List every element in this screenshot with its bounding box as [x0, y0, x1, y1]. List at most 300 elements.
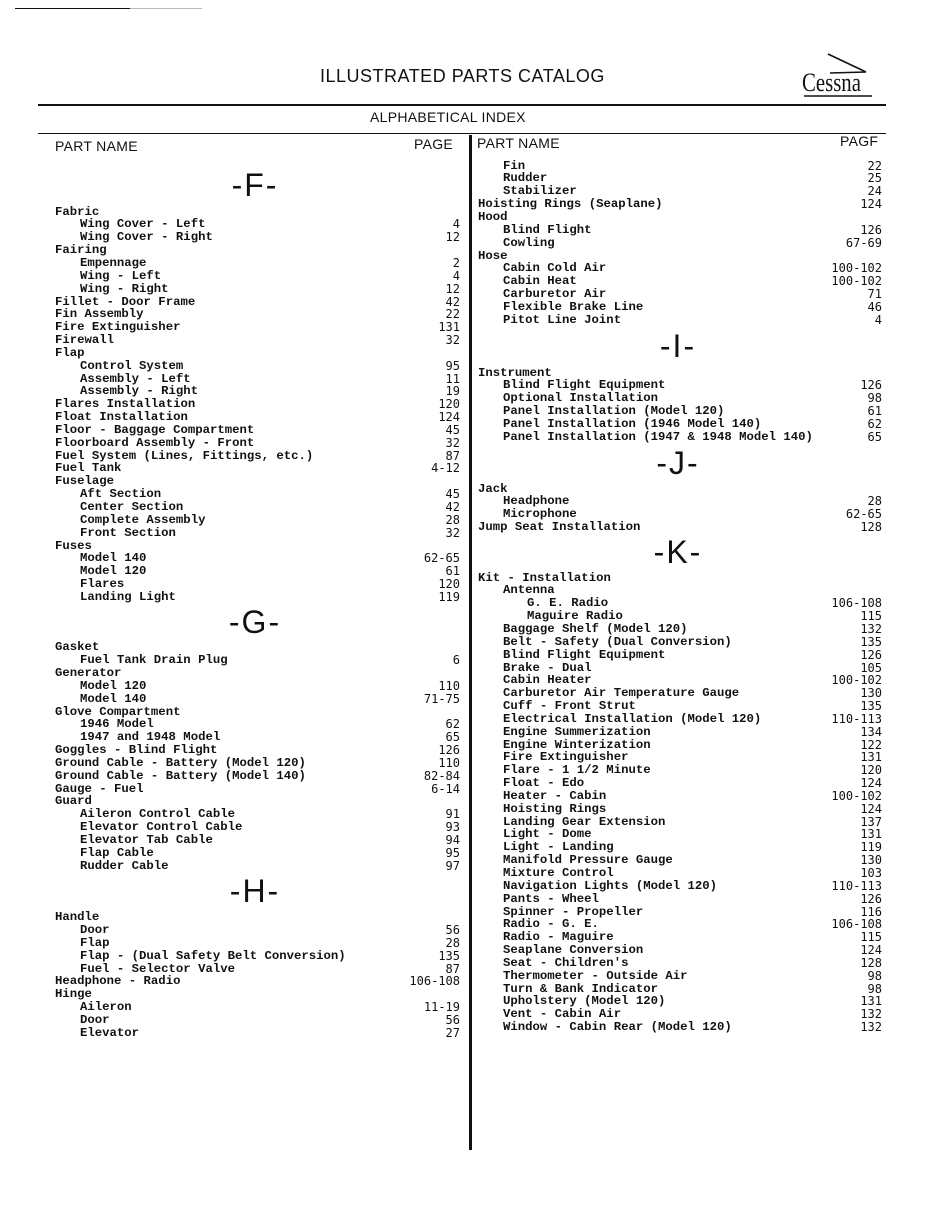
- part-name: Empennage: [80, 255, 147, 270]
- index-entry: [55, 283, 460, 296]
- left-part-name-header: PART NAME: [55, 138, 138, 154]
- page-number: 27: [445, 1025, 460, 1040]
- part-name: Gauge - Fuel: [55, 781, 144, 796]
- scan-mark-line: [15, 8, 130, 9]
- page-number: 62-65: [845, 507, 882, 522]
- part-name: Control System: [80, 358, 184, 373]
- part-name: Baggage Shelf (Model 120): [503, 621, 688, 636]
- part-name: Navigation Lights (Model 120): [503, 878, 718, 893]
- index-entry: [55, 680, 460, 693]
- part-name: Antenna: [503, 583, 555, 598]
- index-entry: [478, 970, 882, 983]
- index-entry: [478, 944, 882, 957]
- page-number: 124: [860, 197, 882, 212]
- left-page-header: PAGE: [414, 136, 454, 152]
- page-number: 46: [867, 299, 882, 314]
- index-group-heading: [55, 347, 460, 360]
- part-name: Cabin Heater: [503, 673, 592, 688]
- index-entry: [55, 1014, 460, 1027]
- letter-heading-h: -H-: [229, 873, 281, 910]
- index-entry: [478, 649, 882, 662]
- index-entry: [478, 288, 882, 301]
- index-entry: [55, 860, 460, 873]
- index-entry: [478, 301, 882, 314]
- page-number: 95: [445, 845, 460, 860]
- part-name: Fuselage: [55, 474, 115, 489]
- page-number: 98: [867, 391, 882, 406]
- index-entry: [55, 411, 460, 424]
- letter-heading-i: -I-: [659, 328, 697, 365]
- part-name: Wing - Left: [80, 268, 162, 283]
- part-name: Generator: [55, 666, 122, 681]
- part-name: Gasket: [55, 640, 100, 655]
- part-name: Landing Light: [80, 589, 176, 604]
- scan-mark-line-faint: [130, 8, 202, 9]
- part-name: Optional Installation: [503, 391, 658, 406]
- part-name: Pitot Line Joint: [503, 312, 622, 327]
- part-name: Carburetor Air Temperature Gauge: [503, 686, 740, 701]
- part-name: Heater - Cabin: [503, 788, 607, 803]
- part-name: Manifold Pressure Gauge: [503, 853, 673, 868]
- page-number: 62: [445, 717, 460, 732]
- part-name: Flap: [55, 345, 85, 360]
- part-name: Window - Cabin Rear (Model 120): [503, 1020, 732, 1035]
- part-name: Upholstery (Model 120): [503, 994, 666, 1009]
- page-number: 61: [867, 404, 882, 419]
- page-number: 131: [860, 994, 882, 1009]
- page-number: 105: [860, 660, 882, 675]
- page-number: 100-102: [831, 673, 882, 688]
- header-rule: [38, 104, 886, 106]
- page-number: 116: [860, 904, 882, 919]
- letter-heading-f: -F-: [231, 166, 279, 203]
- part-name: Flare - 1 1/2 Minute: [503, 763, 651, 778]
- index-entry: [55, 257, 460, 270]
- part-name: Cabin Heat: [503, 274, 577, 289]
- index-entry: [478, 636, 882, 649]
- part-name: Fabric: [55, 204, 100, 219]
- part-name: Model 140: [80, 551, 147, 566]
- part-name: Flares: [80, 577, 125, 592]
- page-number: 135: [438, 948, 460, 963]
- part-name: Floor - Baggage Compartment: [55, 422, 255, 437]
- part-name: Model 140: [80, 691, 147, 706]
- part-name: Guard: [55, 794, 92, 809]
- part-name: Wing - Right: [80, 281, 169, 296]
- page-number: 110-113: [831, 878, 882, 893]
- index-entry: [55, 1001, 460, 1014]
- page-number: 137: [860, 814, 882, 829]
- part-name: Fuel - Selector Valve: [80, 961, 235, 976]
- page-number: 87: [445, 961, 460, 976]
- part-name: Panel Installation (1946 Model 140): [503, 416, 762, 431]
- page-number: 2: [452, 255, 460, 270]
- page-number: 124: [860, 943, 882, 958]
- index-entry: [478, 713, 882, 726]
- page-number: 28: [445, 935, 460, 950]
- part-name: Model 120: [80, 564, 147, 579]
- page-number: 100-102: [831, 788, 882, 803]
- page-number: 71-75: [423, 691, 460, 706]
- page-number: 97: [445, 858, 460, 873]
- page-number: 65: [445, 730, 460, 745]
- part-name: Fire Extinguisher: [503, 750, 629, 765]
- page-number: 126: [860, 647, 882, 662]
- letter-heading-k: -K-: [653, 534, 703, 571]
- page-number: 12: [445, 230, 460, 245]
- index-group-heading: [478, 211, 882, 224]
- part-name: Fuel Tank Drain Plug: [80, 653, 228, 668]
- part-name: 1946 Model: [80, 717, 154, 732]
- part-name: Fin Assembly: [55, 307, 144, 322]
- page-number: 42: [445, 294, 460, 309]
- page-number: 131: [860, 827, 882, 842]
- index-entry: [478, 880, 882, 893]
- page-number: 61: [445, 564, 460, 579]
- index-entry: [478, 237, 882, 250]
- logo-text: Cessna: [802, 68, 861, 97]
- part-name: Elevator Control Cable: [80, 820, 243, 835]
- page-number: 28: [867, 494, 882, 509]
- index-entry: [55, 501, 460, 514]
- part-name: Elevator: [80, 1025, 140, 1040]
- index-entry: [478, 224, 882, 237]
- part-name: Cabin Cold Air: [503, 261, 607, 276]
- part-name: Front Section: [80, 525, 176, 540]
- part-name: Wing Cover - Left: [80, 217, 206, 232]
- page-number: 115: [860, 930, 882, 945]
- part-name: Flap: [80, 935, 110, 950]
- page-number: 130: [860, 853, 882, 868]
- page-number: 12: [445, 281, 460, 296]
- page-number: 62-65: [423, 551, 460, 566]
- index-entry: [55, 783, 460, 796]
- part-name: Belt - Safety (Dual Conversion): [503, 634, 732, 649]
- page-number: 56: [445, 923, 460, 938]
- page-number: 126: [438, 743, 460, 758]
- part-name: Model 120: [80, 678, 147, 693]
- index-entry: [478, 521, 882, 534]
- page-number: 122: [860, 737, 882, 752]
- page-number: 4-12: [431, 461, 460, 476]
- part-name: Landing Gear Extension: [503, 814, 666, 829]
- part-name: Ground Cable - Battery (Model 140): [55, 768, 306, 783]
- page-number: 132: [860, 621, 882, 636]
- page-number: 120: [438, 577, 460, 592]
- part-name: Seaplane Conversion: [503, 943, 644, 958]
- index-entry: [55, 462, 460, 475]
- index-entry: [55, 578, 460, 591]
- part-name: Rudder Cable: [80, 858, 169, 873]
- part-name: Cuff - Front Strut: [503, 699, 636, 714]
- page-number: 4: [452, 217, 460, 232]
- page-number: 106-108: [409, 974, 460, 989]
- part-name: Carburetor Air: [503, 287, 607, 302]
- page-number: 22: [867, 158, 882, 173]
- part-name: Thermometer - Outside Air: [503, 968, 688, 983]
- page-number: 45: [445, 422, 460, 437]
- letter-heading-g: -G-: [228, 604, 282, 641]
- index-entry: [55, 424, 460, 437]
- index-entry: [478, 777, 882, 790]
- index-entry: [478, 700, 882, 713]
- page-number: 106-108: [831, 596, 882, 611]
- page-number: 82-84: [423, 768, 460, 783]
- part-name: Fairing: [55, 243, 107, 258]
- part-name: Aileron: [80, 1000, 132, 1015]
- part-name: Headphone: [503, 494, 570, 509]
- part-name: Headphone - Radio: [55, 974, 181, 989]
- page-number: 124: [438, 410, 460, 425]
- page-number: 131: [860, 750, 882, 765]
- page-number: 11: [445, 371, 460, 386]
- page-number: 103: [860, 866, 882, 880]
- page-number: 62: [867, 416, 882, 431]
- index-entry: [478, 431, 882, 444]
- page-number: 126: [860, 222, 882, 237]
- page-number: 128: [860, 955, 882, 970]
- index-entry: [478, 1021, 882, 1034]
- part-name: Complete Assembly: [80, 512, 206, 527]
- index-entry: [55, 514, 460, 527]
- part-name: Engine Winterization: [503, 737, 651, 752]
- index-entry: [478, 623, 882, 636]
- index-entry: [478, 405, 882, 418]
- page-number: 4: [874, 312, 882, 327]
- letter-heading-j: -J-: [656, 444, 700, 481]
- part-name: Hoisting Rings (Seaplane): [478, 197, 663, 212]
- part-name: Blind Flight: [503, 222, 592, 237]
- page-number: 65: [867, 429, 882, 444]
- part-name: Electrical Installation (Model 120): [503, 711, 762, 726]
- part-name: Seat - Children's: [503, 955, 629, 970]
- page-number: 87: [445, 448, 460, 463]
- page-number: 132: [860, 1020, 882, 1035]
- part-name: Fuel System (Lines, Fittings, etc.): [55, 448, 314, 463]
- index-entry: [55, 334, 460, 347]
- right-index-column: [478, 160, 882, 1034]
- part-name: 1947 and 1948 Model: [80, 730, 221, 745]
- part-name: Fire Extinguisher: [55, 320, 181, 335]
- part-name: Panel Installation (Model 120): [503, 404, 725, 419]
- index-entry: [55, 591, 460, 604]
- part-name: Float - Edo: [503, 776, 585, 791]
- page-number: 6: [452, 653, 460, 668]
- part-name: Ground Cable - Battery (Model 120): [55, 755, 306, 770]
- part-name: Radio - Maguire: [503, 930, 614, 945]
- page-number: 32: [445, 525, 460, 540]
- part-name: Assembly - Right: [80, 384, 199, 399]
- page-number: 119: [438, 589, 460, 604]
- page-number: 98: [867, 968, 882, 983]
- part-name: Float Installation: [55, 410, 188, 425]
- index-entry: [55, 757, 460, 770]
- page-number: 120: [438, 397, 460, 412]
- index-entry: [55, 834, 460, 847]
- index-entry: [55, 950, 460, 963]
- index-entry: [55, 744, 460, 757]
- part-name: Microphone: [503, 507, 577, 522]
- page-number: 95: [445, 358, 460, 373]
- page-number: 110-113: [831, 711, 882, 726]
- page-number: 110: [438, 755, 460, 770]
- index-entry: [478, 867, 882, 880]
- page-number: 132: [860, 1007, 882, 1022]
- page-number: 24: [867, 184, 882, 199]
- part-name: G. E. Radio: [527, 596, 609, 611]
- part-name: Hinge: [55, 987, 92, 1002]
- part-name: Goggles - Blind Flight: [55, 743, 218, 758]
- page-number: 93: [445, 820, 460, 835]
- part-name: Blind Flight Equipment: [503, 647, 666, 662]
- index-entry: [55, 847, 460, 860]
- page-number: 45: [445, 487, 460, 502]
- cessna-logo: [800, 52, 880, 98]
- page-number: 135: [860, 634, 882, 649]
- index-entry: [478, 726, 882, 739]
- part-name: Glove Compartment: [55, 704, 181, 719]
- page-number: 100-102: [831, 261, 882, 276]
- page-number: 119: [860, 840, 882, 855]
- index-entry: [55, 270, 460, 283]
- part-name: Fuses: [55, 538, 92, 553]
- page-number: 120: [860, 763, 882, 778]
- part-name: Blind Flight Equipment: [503, 378, 666, 393]
- subheader-rule: [38, 133, 886, 134]
- page-number: 32: [445, 435, 460, 450]
- right-part-name-header: PART NAME: [477, 135, 560, 151]
- index-entry: [55, 527, 460, 540]
- page-number: 98: [867, 981, 882, 996]
- part-name: Flares Installation: [55, 397, 196, 412]
- part-name: Door: [80, 923, 110, 938]
- page-number: 56: [445, 1012, 460, 1027]
- part-name: Stabilizer: [503, 184, 577, 199]
- part-name: Elevator Tab Cable: [80, 833, 213, 847]
- part-name: Maguire Radio: [527, 609, 623, 624]
- index-entry: [55, 937, 460, 950]
- part-name: Mixture Control: [503, 866, 614, 880]
- part-name: Wing Cover - Right: [80, 230, 213, 245]
- page-number: 124: [860, 801, 882, 816]
- part-name: Center Section: [80, 500, 184, 514]
- page-number: 91: [445, 807, 460, 822]
- page-number: 25: [867, 171, 882, 186]
- index-entry: [55, 975, 460, 988]
- index-entry: [55, 693, 460, 706]
- part-name: Hood: [478, 209, 508, 224]
- index-entry: [478, 198, 882, 211]
- index-entry: [55, 360, 460, 373]
- index-entry: [55, 231, 460, 244]
- section-title: ALPHABETICAL INDEX: [370, 109, 526, 125]
- part-name: Fuel Tank: [55, 461, 122, 476]
- page-number: 94: [445, 833, 460, 847]
- index-entry: [478, 957, 882, 970]
- part-name: Kit - Installation: [478, 570, 611, 585]
- part-name: Jump Seat Installation: [478, 520, 641, 535]
- page-number: 67-69: [845, 235, 882, 250]
- page-number: 42: [445, 500, 460, 514]
- page-number: 124: [860, 776, 882, 791]
- page-number: 4: [452, 268, 460, 283]
- page-number: 32: [445, 333, 460, 348]
- right-page-header: PAGF: [840, 133, 879, 149]
- part-name: Engine Summerization: [503, 724, 651, 739]
- index-entry: [478, 418, 882, 431]
- index-group-heading: [55, 667, 460, 680]
- part-name: Aft Section: [80, 487, 162, 502]
- part-name: Light - Dome: [503, 827, 592, 842]
- index-entry: [55, 1027, 460, 1040]
- index-entry: [55, 924, 460, 937]
- page-number: 100-102: [831, 274, 882, 289]
- part-name: Turn & Bank Indicator: [503, 981, 658, 996]
- page-number: 134: [860, 724, 882, 739]
- part-name: Fin: [503, 158, 526, 173]
- page-number: 128: [860, 520, 882, 535]
- part-name: Radio - G. E.: [503, 917, 599, 932]
- part-name: Spinner - Propeller: [503, 904, 644, 919]
- page-number: 115: [860, 609, 882, 624]
- part-name: Pants - Wheel: [503, 891, 599, 906]
- page-number: 126: [860, 378, 882, 393]
- page-number: 106-108: [831, 917, 882, 932]
- part-name: Jack: [478, 481, 508, 496]
- index-entry: [55, 437, 460, 450]
- part-name: Hoisting Rings: [503, 801, 607, 816]
- part-name: Brake - Dual: [503, 660, 592, 675]
- part-name: Aileron Control Cable: [80, 807, 235, 822]
- part-name: Flexible Brake Line: [503, 299, 644, 314]
- part-name: Handle: [55, 910, 100, 925]
- part-name: Assembly - Left: [80, 371, 191, 386]
- page-number: 22: [445, 307, 460, 322]
- part-name: Fillet - Door Frame: [55, 294, 196, 309]
- page-number: 135: [860, 699, 882, 714]
- part-name: Rudder: [503, 171, 548, 186]
- index-entry: [478, 790, 882, 803]
- part-name: Flap Cable: [80, 845, 154, 860]
- part-name: Vent - Cabin Air: [503, 1007, 622, 1022]
- part-name: Panel Installation (1947 & 1948 Model 140): [503, 429, 813, 444]
- page-number: 19: [445, 384, 460, 399]
- part-name: Cowling: [503, 235, 555, 250]
- part-name: Instrument: [478, 365, 552, 380]
- index-entry: [478, 314, 882, 327]
- page-number: 126: [860, 891, 882, 906]
- index-entry: [55, 770, 460, 783]
- page-number: 110: [438, 678, 460, 693]
- index-entry: [478, 803, 882, 816]
- part-name: Light - Landing: [503, 840, 614, 855]
- part-name: Flap - (Dual Safety Belt Conversion): [80, 948, 346, 963]
- page-number: 11-19: [423, 1000, 460, 1015]
- column-divider: [469, 135, 472, 1150]
- page-number: 71: [867, 287, 882, 302]
- page-number: 6-14: [431, 781, 460, 796]
- part-name: Firewall: [55, 333, 115, 348]
- index-entry: [55, 321, 460, 334]
- page-number: 131: [438, 320, 460, 335]
- part-name: Hose: [478, 248, 508, 263]
- part-name: Door: [80, 1012, 110, 1027]
- index-entry: [478, 893, 882, 906]
- index-group-heading: [55, 911, 460, 924]
- left-index-column: [55, 165, 460, 1040]
- page-number: 28: [445, 512, 460, 527]
- part-name: Floorboard Assembly - Front: [55, 435, 255, 450]
